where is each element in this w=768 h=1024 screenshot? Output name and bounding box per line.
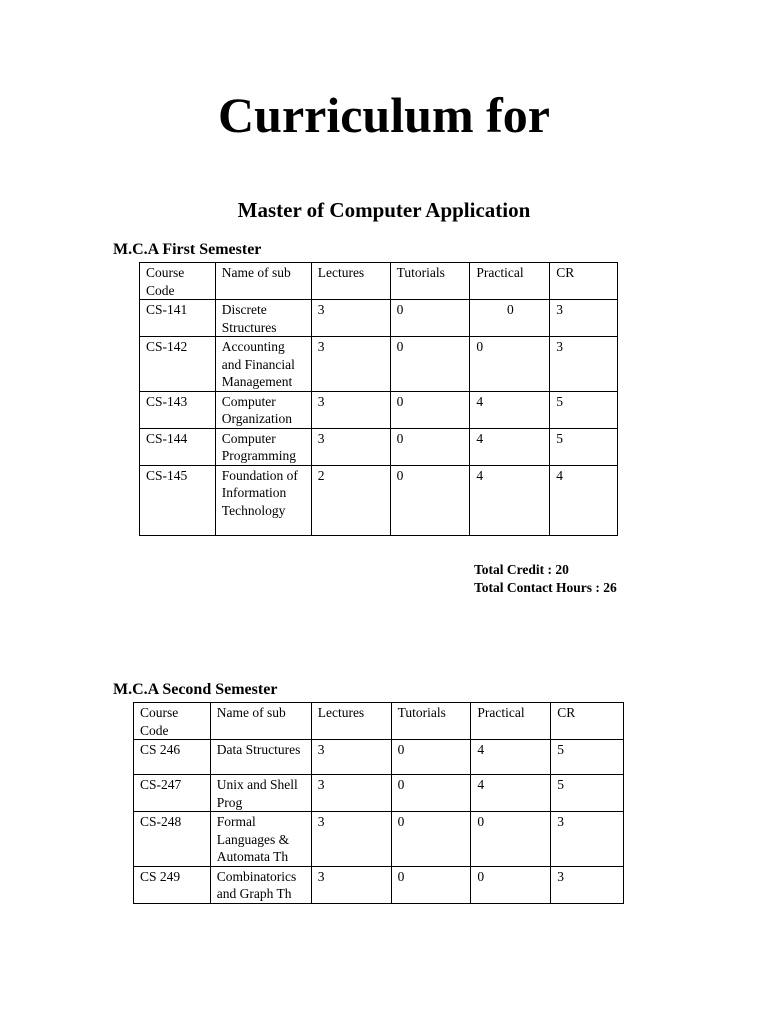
cr-cell: 3 (550, 337, 618, 392)
practical-cell: 4 (470, 428, 550, 465)
course-name: Computer Programming (215, 428, 311, 465)
course-code: CS-142 (140, 337, 216, 392)
lectures-cell: 3 (311, 740, 391, 775)
header-tutorials: Tutorials (390, 263, 470, 300)
header-name-of-sub: Name of sub (215, 263, 311, 300)
course-code: CS-141 (140, 300, 216, 337)
practical-cell: 0 (471, 866, 551, 903)
course-code: CS-145 (140, 465, 216, 535)
lectures-cell: 3 (311, 812, 391, 867)
cr-cell: 5 (550, 428, 618, 465)
tutorials-cell: 0 (390, 391, 470, 428)
cr-cell: 3 (550, 300, 618, 337)
table-row (140, 300, 618, 337)
total-contact-hours: Total Contact Hours : 26 (474, 580, 617, 595)
practical-cell: 4 (471, 775, 551, 812)
practical-cell: 0 (470, 300, 550, 337)
page-title: Curriculum for (218, 87, 550, 143)
tutorials-cell: 0 (391, 740, 471, 775)
tutorials-cell: 0 (390, 337, 470, 392)
cr-cell: 4 (550, 465, 618, 535)
course-name: Unix and Shell Prog (210, 775, 311, 812)
course-code: CS-143 (140, 391, 216, 428)
header-course-code: Course Code (140, 263, 216, 300)
cr-cell: 5 (550, 391, 618, 428)
table-row (140, 337, 618, 392)
course-name: Data Structures (210, 740, 311, 775)
course-code: CS-248 (134, 812, 211, 867)
cr-cell: 3 (551, 812, 624, 867)
practical-cell: 4 (470, 465, 550, 535)
course-name: Accounting and Financial Management (215, 337, 311, 392)
course-code: CS 249 (134, 866, 211, 903)
semester1-heading: M.C.A First Semester (113, 241, 262, 258)
tutorials-cell: 0 (390, 300, 470, 337)
semester2-heading: M.C.A Second Semester (113, 681, 278, 698)
semester2-table (133, 702, 624, 904)
page-subtitle: Master of Computer Application (237, 198, 531, 222)
table-header-row (140, 263, 618, 300)
course-name: Foundation of Information Technology (215, 465, 311, 535)
course-name: Computer Organization (215, 391, 311, 428)
header-practical: Practical (471, 703, 551, 740)
table-header-row (134, 703, 624, 740)
lectures-cell: 3 (311, 300, 390, 337)
tutorials-cell: 0 (391, 866, 471, 903)
course-name: Formal Languages & Automata Th (210, 812, 311, 867)
table-row (134, 812, 624, 867)
lectures-cell: 3 (311, 391, 390, 428)
table-row (134, 740, 624, 775)
practical-cell: 0 (471, 812, 551, 867)
header-lectures: Lectures (311, 703, 391, 740)
table-row (134, 866, 624, 903)
table-row (140, 428, 618, 465)
cr-cell: 5 (551, 775, 624, 812)
table-row (140, 465, 618, 535)
cr-cell: 3 (551, 866, 624, 903)
header-lectures: Lectures (311, 263, 390, 300)
table-row (140, 391, 618, 428)
lectures-cell: 3 (311, 428, 390, 465)
tutorials-cell: 0 (390, 428, 470, 465)
header-cr: CR (550, 263, 618, 300)
header-tutorials: Tutorials (391, 703, 471, 740)
tutorials-cell: 0 (391, 812, 471, 867)
lectures-cell: 3 (311, 337, 390, 392)
semester1-table (139, 262, 618, 536)
course-code: CS-247 (134, 775, 211, 812)
practical-cell: 4 (470, 391, 550, 428)
lectures-cell: 3 (311, 775, 391, 812)
header-cr: CR (551, 703, 624, 740)
course-name: Discrete Structures (215, 300, 311, 337)
cr-cell: 5 (551, 740, 624, 775)
header-practical: Practical (470, 263, 550, 300)
total-credit: Total Credit : 20 (474, 562, 569, 577)
tutorials-cell: 0 (390, 465, 470, 535)
semester1-totals (474, 561, 617, 597)
table-row (134, 775, 624, 812)
header-course-code: Course Code (134, 703, 211, 740)
practical-cell: 0 (470, 337, 550, 392)
practical-cell: 4 (471, 740, 551, 775)
lectures-cell: 3 (311, 866, 391, 903)
course-code: CS-144 (140, 428, 216, 465)
course-code: CS 246 (134, 740, 211, 775)
course-name: Combinatorics and Graph Th (210, 866, 311, 903)
header-name-of-sub: Name of sub (210, 703, 311, 740)
lectures-cell: 2 (311, 465, 390, 535)
tutorials-cell: 0 (391, 775, 471, 812)
